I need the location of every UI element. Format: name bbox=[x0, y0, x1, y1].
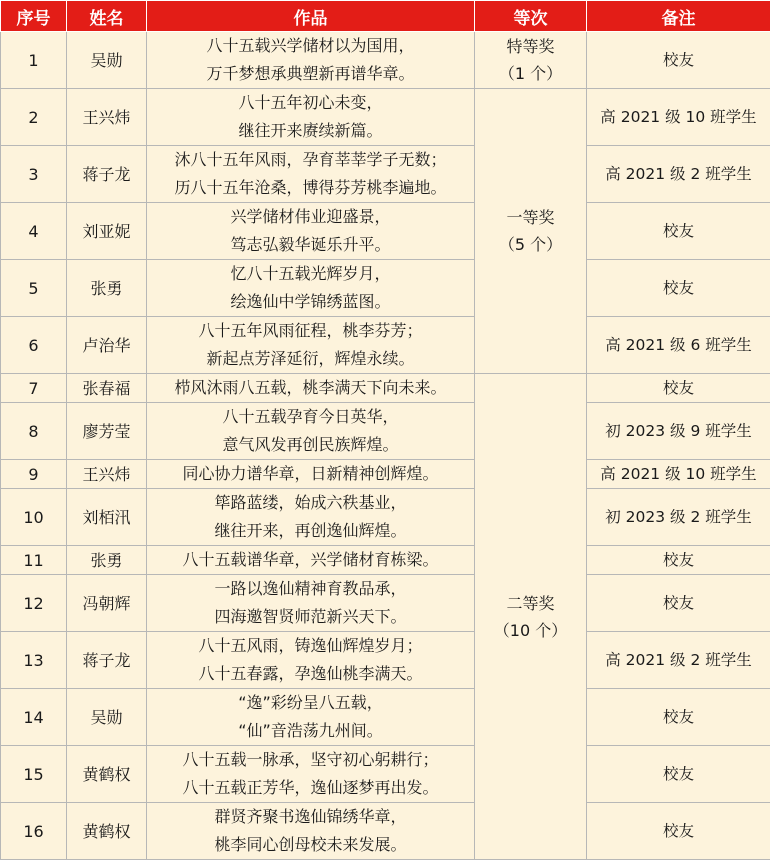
cell-note: 初 2023 级 9 班学生 bbox=[587, 403, 770, 460]
table-row bbox=[1, 746, 770, 803]
work-line: 继往开来赓续新篇。 bbox=[238, 121, 383, 140]
cell-note: 校友 bbox=[587, 260, 770, 317]
cell-name: 蒋子龙 bbox=[67, 146, 147, 203]
work-line: 沐八十五年风雨，孕育莘莘学子无数； bbox=[174, 150, 447, 169]
work-line: 八十五载正芳华，逸仙逐梦再出发。 bbox=[182, 778, 439, 797]
header-name: 姓名 bbox=[67, 1, 147, 32]
work-line: “仙”音浩荡九州间。 bbox=[238, 721, 383, 740]
rank-count: （5 个） bbox=[498, 235, 563, 254]
cell-no: 13 bbox=[1, 632, 67, 689]
cell-note: 初 2023 级 2 班学生 bbox=[587, 489, 770, 546]
work-line: 群贤齐聚书逸仙锦绣华章， bbox=[214, 807, 407, 826]
cell-work bbox=[147, 32, 475, 89]
table-row bbox=[1, 403, 770, 460]
table-row bbox=[1, 260, 770, 317]
work-line: 八十五载谱华章，兴学储材育栋梁。 bbox=[182, 550, 439, 569]
cell-work bbox=[147, 203, 475, 260]
work-line: 四海邀智贤师范新兴天下。 bbox=[214, 607, 407, 626]
cell-note: 校友 bbox=[587, 575, 770, 632]
cell-work bbox=[147, 632, 475, 689]
cell-rank-first bbox=[475, 89, 587, 374]
work-line: 同心协力谱华章，日新精神创辉煌。 bbox=[182, 464, 439, 483]
cell-name: 刘栢汛 bbox=[67, 489, 147, 546]
table-row bbox=[1, 146, 770, 203]
cell-note: 校友 bbox=[587, 803, 770, 860]
cell-note: 高 2021 级 2 班学生 bbox=[587, 146, 770, 203]
work-line: 笃志弘毅华诞乐升平。 bbox=[230, 235, 391, 254]
cell-no: 3 bbox=[1, 146, 67, 203]
work-line: 绘逸仙中学锦绣蓝图。 bbox=[230, 292, 391, 311]
cell-work bbox=[147, 374, 475, 403]
cell-no: 14 bbox=[1, 689, 67, 746]
cell-work bbox=[147, 317, 475, 374]
cell-name: 张勇 bbox=[67, 546, 147, 575]
cell-note: 校友 bbox=[587, 546, 770, 575]
cell-rank-second bbox=[475, 374, 587, 860]
work-line: 意气风发再创民族辉煌。 bbox=[222, 435, 399, 454]
cell-name: 张春福 bbox=[67, 374, 147, 403]
cell-note: 校友 bbox=[587, 689, 770, 746]
cell-no: 7 bbox=[1, 374, 67, 403]
rank-label: 二等奖 bbox=[506, 593, 555, 613]
cell-work bbox=[147, 803, 475, 860]
cell-no: 11 bbox=[1, 546, 67, 575]
cell-work bbox=[147, 575, 475, 632]
table-row bbox=[1, 575, 770, 632]
cell-note: 校友 bbox=[587, 203, 770, 260]
cell-work bbox=[147, 260, 475, 317]
cell-work bbox=[147, 460, 475, 489]
cell-no: 15 bbox=[1, 746, 67, 803]
cell-name: 卢治华 bbox=[67, 317, 147, 374]
cell-name: 黄鹤权 bbox=[67, 746, 147, 803]
cell-note: 高 2021 级 2 班学生 bbox=[587, 632, 770, 689]
cell-note: 校友 bbox=[587, 32, 770, 89]
work-line: 八十五载兴学储材以为国用， bbox=[206, 36, 415, 55]
cell-no: 8 bbox=[1, 403, 67, 460]
work-line: 八十五载一脉承，坚守初心躬耕行； bbox=[182, 750, 439, 769]
cell-note: 高 2021 级 10 班学生 bbox=[587, 89, 770, 146]
work-line: 一路以逸仙精神育教品承， bbox=[214, 579, 407, 598]
cell-name: 刘亚妮 bbox=[67, 203, 147, 260]
cell-no: 12 bbox=[1, 575, 67, 632]
cell-name: 吴勋 bbox=[67, 689, 147, 746]
work-line: 桃李同心创母校未来发展。 bbox=[214, 835, 407, 854]
cell-no: 9 bbox=[1, 460, 67, 489]
rank-count: （1 个） bbox=[498, 64, 563, 83]
cell-no: 6 bbox=[1, 317, 67, 374]
cell-name: 廖芳莹 bbox=[67, 403, 147, 460]
work-line: 八十五年初心未变， bbox=[238, 93, 383, 112]
rank-label: 特等奖 bbox=[506, 37, 555, 56]
work-line: 历八十五年沧桑，博得芬芳桃李遍地。 bbox=[174, 178, 447, 197]
table-row bbox=[1, 489, 770, 546]
cell-name: 蒋子龙 bbox=[67, 632, 147, 689]
header-no: 序号 bbox=[1, 1, 67, 32]
cell-note: 校友 bbox=[587, 374, 770, 403]
cell-work bbox=[147, 546, 475, 575]
header-note: 备注 bbox=[587, 1, 770, 32]
cell-work bbox=[147, 89, 475, 146]
header-rank: 等次 bbox=[475, 1, 587, 32]
table-row bbox=[1, 689, 770, 746]
cell-work bbox=[147, 489, 475, 546]
rank-count: （10 个） bbox=[493, 620, 568, 640]
table-row bbox=[1, 203, 770, 260]
work-line: 万千梦想承典塑新再谱华章。 bbox=[206, 64, 415, 83]
cell-rank-special bbox=[475, 32, 587, 89]
table-row bbox=[1, 803, 770, 860]
rank-label: 一等奖 bbox=[506, 208, 555, 227]
table-row bbox=[1, 460, 770, 489]
table-row bbox=[1, 32, 770, 89]
work-line: 继往开来，再创逸仙辉煌。 bbox=[214, 521, 407, 540]
cell-work bbox=[147, 746, 475, 803]
work-line: 忆八十五载光辉岁月， bbox=[230, 264, 391, 283]
cell-note: 校友 bbox=[587, 746, 770, 803]
table-row bbox=[1, 317, 770, 374]
cell-no: 10 bbox=[1, 489, 67, 546]
work-line: 八十五年风雨征程，桃李芬芳； bbox=[198, 321, 423, 340]
cell-name: 冯朝辉 bbox=[67, 575, 147, 632]
table-header bbox=[1, 1, 770, 32]
work-line: 八十五春露，孕逸仙桃李满天。 bbox=[198, 664, 423, 683]
table-row bbox=[1, 632, 770, 689]
cell-name: 王兴炜 bbox=[67, 460, 147, 489]
cell-no: 2 bbox=[1, 89, 67, 146]
cell-name: 吴勋 bbox=[67, 32, 147, 89]
cell-name: 黄鹤权 bbox=[67, 803, 147, 860]
work-line: 新起点芳泽延衍，辉煌永续。 bbox=[206, 349, 415, 368]
cell-note: 高 2021 级 6 班学生 bbox=[587, 317, 770, 374]
cell-no: 16 bbox=[1, 803, 67, 860]
cell-no: 5 bbox=[1, 260, 67, 317]
cell-no: 1 bbox=[1, 32, 67, 89]
table-row bbox=[1, 374, 770, 403]
work-line: 兴学储材伟业迎盛景， bbox=[230, 207, 391, 226]
table-body bbox=[1, 32, 770, 860]
header-work: 作品 bbox=[147, 1, 475, 32]
cell-work bbox=[147, 146, 475, 203]
cell-note: 高 2021 级 10 班学生 bbox=[587, 460, 770, 489]
work-line: 栉风沐雨八五载，桃李满天下向未来。 bbox=[174, 378, 447, 397]
cell-work bbox=[147, 689, 475, 746]
work-line: 筚路蓝缕，始成六秩基业， bbox=[214, 493, 407, 512]
work-line: 八十五风雨，铸逸仙辉煌岁月； bbox=[198, 636, 423, 655]
cell-name: 王兴炜 bbox=[67, 89, 147, 146]
cell-no: 4 bbox=[1, 203, 67, 260]
table-row bbox=[1, 546, 770, 575]
work-line: “逸”彩纷呈八五载， bbox=[238, 693, 383, 712]
cell-work bbox=[147, 403, 475, 460]
table-row bbox=[1, 89, 770, 146]
work-line: 八十五载孕育今日英华， bbox=[222, 407, 399, 426]
cell-name: 张勇 bbox=[67, 260, 147, 317]
